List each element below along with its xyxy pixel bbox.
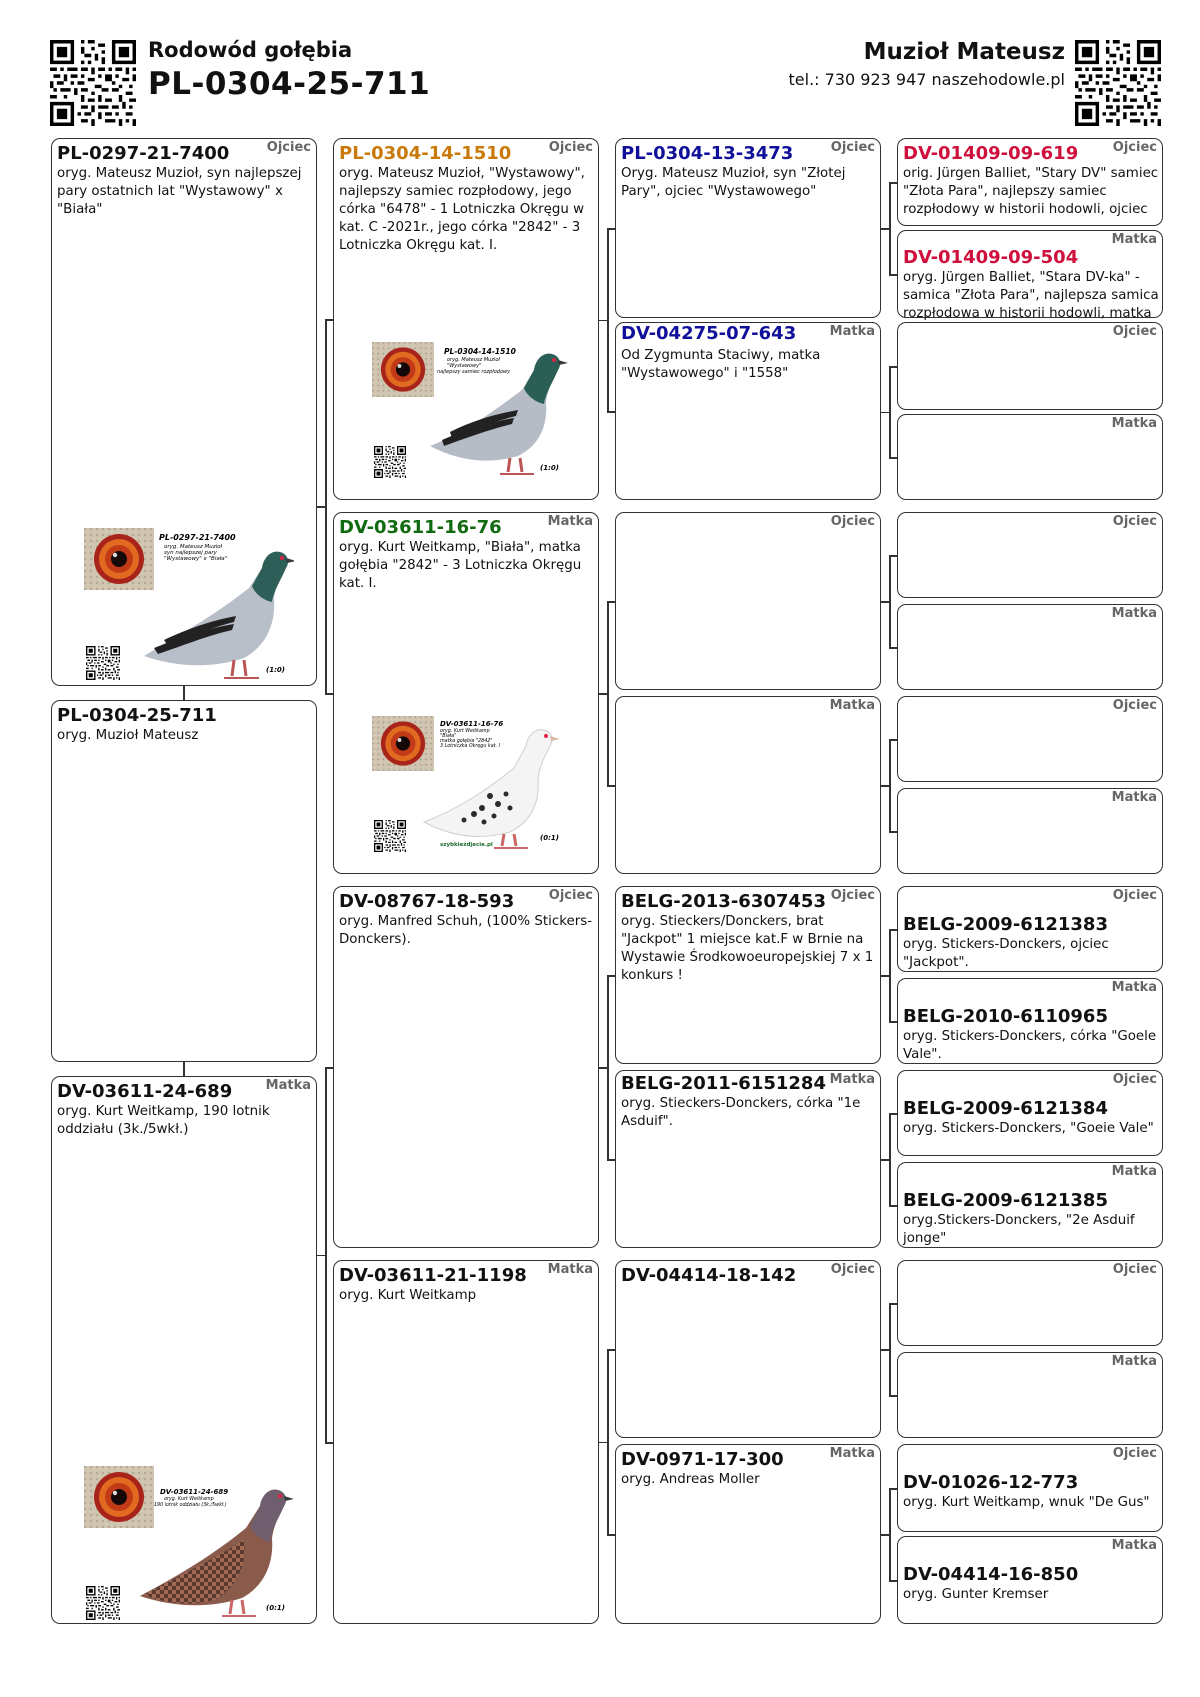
pedigree-card[interactable]: [897, 230, 1163, 321]
connector-line: [183, 686, 185, 700]
card-ring-number: BELG-2009-6121385: [903, 1190, 1108, 1211]
card-description: Od Zygmunta Staciwy, matka "Wystawowego" i "1558": [621, 348, 821, 381]
card-ring-number: DV-04414-18-142: [621, 1265, 797, 1286]
card-description: oryg. Kurt Weitkamp: [339, 1288, 477, 1303]
photo-caption-line: 190 lotnik oddziału (3k./5wkł.): [154, 1503, 227, 1508]
connector-line: [325, 693, 333, 695]
card-sex-label: Matka: [547, 1262, 593, 1277]
card-sex-label: Matka: [1111, 1538, 1157, 1553]
card-ring-number: DV-04414-16-850: [903, 1564, 1079, 1585]
connector-line: [889, 647, 897, 649]
card-ring-number: DV-03611-24-689: [57, 1081, 233, 1102]
card-ring-number: PL-0304-14-1510: [339, 143, 512, 164]
pedigree-card[interactable]: [333, 886, 599, 1248]
card-sex-label: Matka: [1111, 1354, 1157, 1369]
connector-line: [607, 411, 615, 413]
connector-line: [889, 1113, 891, 1205]
card-sex-label: Ojciec: [1112, 698, 1157, 713]
pigeon-photo[interactable]: [84, 1466, 294, 1622]
pedigree-card[interactable]: [615, 1070, 881, 1248]
connector-line: [881, 785, 889, 787]
card-description: oryg. Jürgen Balliet, "Stara DV-ka" - samica "Złota Para", najlepsza samica rozpłodowa w historii hodowli, matka: [903, 270, 1159, 321]
pedigree-card[interactable]: [897, 1444, 1163, 1532]
card-sex-label: Ojciec: [1112, 140, 1157, 155]
pedigree-card[interactable]: [615, 1260, 881, 1438]
photo-qr-code: [86, 1586, 120, 1620]
connector-line: [317, 506, 325, 508]
card-description: Oryg. Mateusz Muzioł, syn "Złotej Pary", ojciec "Wystawowego": [621, 166, 846, 199]
connector-line: [889, 1205, 897, 1207]
connector-line: [881, 1534, 889, 1536]
card-description: oryg. Kurt Weitkamp, wnuk "De Gus": [903, 1495, 1150, 1510]
document-title: Rodowód gołębia: [148, 38, 353, 62]
pedigree-card[interactable]: [333, 1260, 599, 1624]
card-description: oryg. Stickers-Donckers, "Goeie Vale": [903, 1121, 1154, 1136]
card-ring-number: DV-0971-17-300: [621, 1449, 784, 1470]
pedigree-card-empty[interactable]: [897, 1260, 1163, 1346]
connector-line: [325, 1442, 333, 1444]
photo-caption-line: syn najlepszej pary: [164, 550, 217, 556]
card-description: oryg. Stickers-Donckers, córka "Goele Vale".: [903, 1029, 1157, 1062]
card-sex-label: Ojciec: [1112, 1446, 1157, 1461]
card-description: oryg.Stickers-Donckers, "2e Asduif jonge": [903, 1213, 1135, 1246]
pedigree-card-empty[interactable]: [615, 696, 881, 874]
photo-caption-line: "Wystawowy" x "Biała": [164, 556, 228, 562]
pedigree-card-empty[interactable]: [897, 414, 1163, 500]
connector-line: [881, 1349, 889, 1351]
card-sex-label: Matka: [1111, 606, 1157, 621]
card-sex-label: Ojciec: [830, 514, 875, 529]
eye-photo: [372, 716, 434, 771]
card-sex-label: Matka: [1111, 416, 1157, 431]
connector-line: [889, 555, 891, 647]
connector-line: [889, 1021, 897, 1023]
card-sex-label: Matka: [265, 1078, 311, 1093]
photo-caption-ring: PL-0297-21-7400: [159, 533, 236, 542]
header-qr-code-left: [50, 40, 136, 126]
pedigree-card-empty[interactable]: [897, 322, 1163, 410]
card-sex-label: Ojciec: [830, 140, 875, 155]
connector-line: [325, 319, 327, 693]
connector-line: [889, 1395, 897, 1397]
card-sex-label: Ojciec: [266, 140, 311, 155]
photo-fraction: (0:1): [540, 834, 559, 842]
card-sex-label: Matka: [1111, 232, 1157, 247]
header-qr-code-right: [1075, 40, 1161, 126]
photo-caption-line: najlepszy samiec rozpłodowy: [437, 369, 511, 375]
card-description: oryg. Andreas Moller: [621, 1472, 760, 1487]
photo-caption-line: oryg. Mateusz Muzioł: [164, 544, 223, 550]
photo-brand-logo: szybkiezdjecie.pl: [440, 842, 493, 848]
card-ring-number: DV-03611-21-1198: [339, 1265, 527, 1286]
card-description: oryg. Mateusz Muzioł, "Wystawowy", najlepszy samiec rozpłodowy, jego córka "6478" - 1 Lotniczka Okręgu w kat. C -2021r., jego córka "2842" - 3 Lotniczka Okręgu kat. I.: [339, 166, 585, 253]
connector-line: [889, 929, 897, 931]
card-sex-label: Matka: [829, 1446, 875, 1461]
card-description: oryg. Muzioł Mateusz: [57, 728, 199, 743]
card-description: oryg. Stickers-Donckers, ojciec "Jackpot".: [903, 937, 1109, 970]
card-description: oryg. Manfred Schuh, (100% Stickers-Donckers).: [339, 914, 593, 947]
connector-line: [889, 457, 897, 459]
card-sex-label: Ojciec: [1112, 888, 1157, 903]
pedigree-card[interactable]: [897, 886, 1163, 972]
pedigree-card[interactable]: [897, 1070, 1163, 1156]
connector-line: [607, 975, 615, 977]
connector-line: [889, 555, 897, 557]
photo-fraction: (1:0): [540, 464, 559, 472]
pigeon-photo[interactable]: [372, 716, 582, 856]
owner-name: Muzioł Mateusz: [863, 39, 1065, 65]
pedigree-card-empty[interactable]: [615, 512, 881, 690]
card-ring-number: PL-0297-21-7400: [57, 143, 230, 164]
connector-line: [607, 228, 615, 230]
connector-line: [607, 1534, 615, 1536]
connector-line: [889, 182, 897, 184]
pigeon-figure: [144, 552, 294, 678]
photo-caption-line: "Biała": [440, 734, 457, 739]
pedigree-card[interactable]: [897, 1536, 1163, 1624]
photo-caption-ring: DV-03611-16-76: [440, 720, 504, 728]
photo-caption-line: matka gołębia "2842": [440, 739, 493, 744]
connector-line: [607, 1159, 615, 1161]
card-sex-label: Ojciec: [1112, 1262, 1157, 1277]
pedigree-card-subject[interactable]: [51, 700, 317, 1062]
connector-line: [889, 182, 891, 274]
connector-line: [325, 1067, 333, 1069]
connector-line: [881, 1159, 889, 1161]
card-ring-number: BELG-2009-6121384: [903, 1098, 1108, 1119]
pedigree-card[interactable]: [615, 322, 881, 500]
card-description: orig. Jürgen Balliet, "Stary DV" samiec "Złota Para", najlepszy samiec rozpłodowy w historii hodowli, ojciec: [903, 166, 1159, 217]
connector-line: [889, 1303, 891, 1395]
connector-line: [889, 366, 897, 368]
card-sex-label: Matka: [829, 698, 875, 713]
card-ring-number: PL-0304-13-3473: [621, 143, 794, 164]
connector-line: [889, 739, 897, 741]
card-sex-label: Ojciec: [1112, 514, 1157, 529]
connector-line: [881, 975, 889, 977]
card-ring-number: DV-08767-18-593: [339, 891, 515, 912]
connector-line: [599, 1067, 607, 1069]
photo-qr-code: [86, 646, 120, 680]
connector-line: [889, 1580, 897, 1582]
eye-photo: [84, 1466, 154, 1528]
pigeon-photo[interactable]: [84, 528, 294, 684]
pedigree-card[interactable]: [897, 138, 1163, 226]
pedigree-card-empty[interactable]: [897, 788, 1163, 874]
pedigree-card[interactable]: [897, 1162, 1163, 1248]
connector-line: [599, 1442, 607, 1444]
connector-line: [889, 366, 891, 457]
connector-line: [325, 319, 333, 321]
connector-line: [607, 1349, 615, 1351]
photo-qr-code: [374, 820, 406, 852]
card-sex-label: Matka: [829, 1072, 875, 1087]
connector-line: [881, 228, 889, 230]
card-ring-number: PL-0304-25-711: [57, 705, 217, 726]
photo-caption-line: "Wystawowy": [447, 363, 482, 369]
pedigree-card-empty[interactable]: [897, 604, 1163, 690]
card-ring-number: BELG-2010-6110965: [903, 1006, 1108, 1027]
connector-line: [889, 1303, 897, 1305]
connector-line: [889, 929, 891, 1021]
card-sex-label: Ojciec: [830, 1262, 875, 1277]
photo-caption-ring: PL-0304-14-1510: [444, 347, 516, 356]
card-description: oryg. Kurt Weitkamp, "Biała", matka gołębia "2842" - 3 Lotniczka Okręgu kat. I.: [339, 540, 582, 591]
card-ring-number: BELG-2009-6121383: [903, 914, 1108, 935]
pigeon-photo[interactable]: [372, 342, 582, 482]
photo-fraction: (0:1): [266, 1604, 285, 1612]
connector-line: [889, 831, 897, 833]
photo-caption-line: oryg. Kurt Weitkamp: [440, 729, 490, 734]
card-ring-number: DV-01026-12-773: [903, 1472, 1079, 1493]
card-sex-label: Ojciec: [1112, 1072, 1157, 1087]
photo-caption-line: oryg. Kurt Weitkamp: [164, 1497, 214, 1502]
card-description: oryg. Stieckers/Donckers, brat "Jackpot" 1 miejsce kat.F w Brnie na Wystawie Środkowoeuropejskiej 7 x 1 konkurs !: [621, 914, 874, 983]
card-description: oryg. Stieckers-Donckers, córka "1e Asduif".: [621, 1096, 861, 1129]
pedigree-card-empty[interactable]: [897, 512, 1163, 598]
card-sex-label: Ojciec: [548, 140, 593, 155]
pigeon-ring-number: PL-0304-25-711: [148, 66, 431, 102]
card-ring-number: DV-01409-09-504: [903, 247, 1079, 268]
eye-photo: [84, 528, 154, 590]
pedigree-card[interactable]: [897, 978, 1163, 1064]
connector-line: [607, 785, 615, 787]
connector-line: [183, 1062, 185, 1076]
pedigree-card-empty[interactable]: [897, 1352, 1163, 1438]
card-sex-label: Matka: [547, 514, 593, 529]
connector-line: [317, 1255, 325, 1257]
card-sex-label: Ojciec: [1112, 324, 1157, 339]
photo-caption-line: oryg. Mateusz Muzioł: [447, 357, 500, 363]
connector-line: [607, 228, 609, 411]
card-sex-label: Matka: [1111, 980, 1157, 995]
card-sex-label: Matka: [829, 324, 875, 339]
pedigree-card[interactable]: [615, 1444, 881, 1624]
card-ring-number: BELG-2013-6307453: [621, 891, 826, 912]
card-sex-label: Ojciec: [830, 888, 875, 903]
connector-line: [607, 1349, 609, 1534]
eye-photo: [372, 342, 434, 397]
connector-line: [325, 1067, 327, 1442]
photo-fraction: (1:0): [266, 666, 285, 674]
connector-line: [889, 1113, 897, 1115]
connector-line: [889, 739, 891, 831]
connector-line: [599, 693, 607, 695]
owner-contact: tel.: 730 923 947 naszehodowle.pl: [788, 70, 1065, 89]
connector-line: [889, 1488, 891, 1580]
connector-line: [881, 412, 889, 414]
pigeon-figure: [140, 1490, 294, 1616]
pedigree-card-empty[interactable]: [897, 696, 1163, 782]
connector-line: [889, 1488, 897, 1490]
card-ring-number: DV-01409-09-619: [903, 143, 1079, 164]
card-description: oryg. Kurt Weitkamp, 190 lotnik oddziału (3k./5wkł.): [57, 1104, 270, 1137]
connector-line: [607, 975, 609, 1159]
card-sex-label: Matka: [1111, 1164, 1157, 1179]
card-sex-label: Ojciec: [548, 888, 593, 903]
card-ring-number: DV-03611-16-76: [339, 517, 502, 538]
photo-caption-line: 3 Lotniczka Okręgu kat. I: [440, 744, 500, 749]
connector-line: [607, 601, 615, 603]
connector-line: [889, 274, 897, 276]
card-description: oryg. Gunter Kremser: [903, 1587, 1049, 1602]
connector-line: [599, 320, 607, 322]
connector-line: [881, 601, 889, 603]
card-sex-label: Matka: [1111, 790, 1157, 805]
card-ring-number: DV-04275-07-643: [621, 323, 797, 344]
card-ring-number: BELG-2011-6151284: [621, 1073, 826, 1094]
pedigree-card[interactable]: [615, 138, 881, 318]
pedigree-card[interactable]: [615, 886, 881, 1064]
photo-qr-code: [374, 446, 406, 478]
photo-caption-ring: DV-03611-24-689: [160, 1488, 229, 1496]
card-description: oryg. Mateusz Muzioł, syn najlepszej pary ostatnich lat "Wystawowy" x "Biała": [57, 166, 302, 217]
connector-line: [607, 601, 609, 785]
